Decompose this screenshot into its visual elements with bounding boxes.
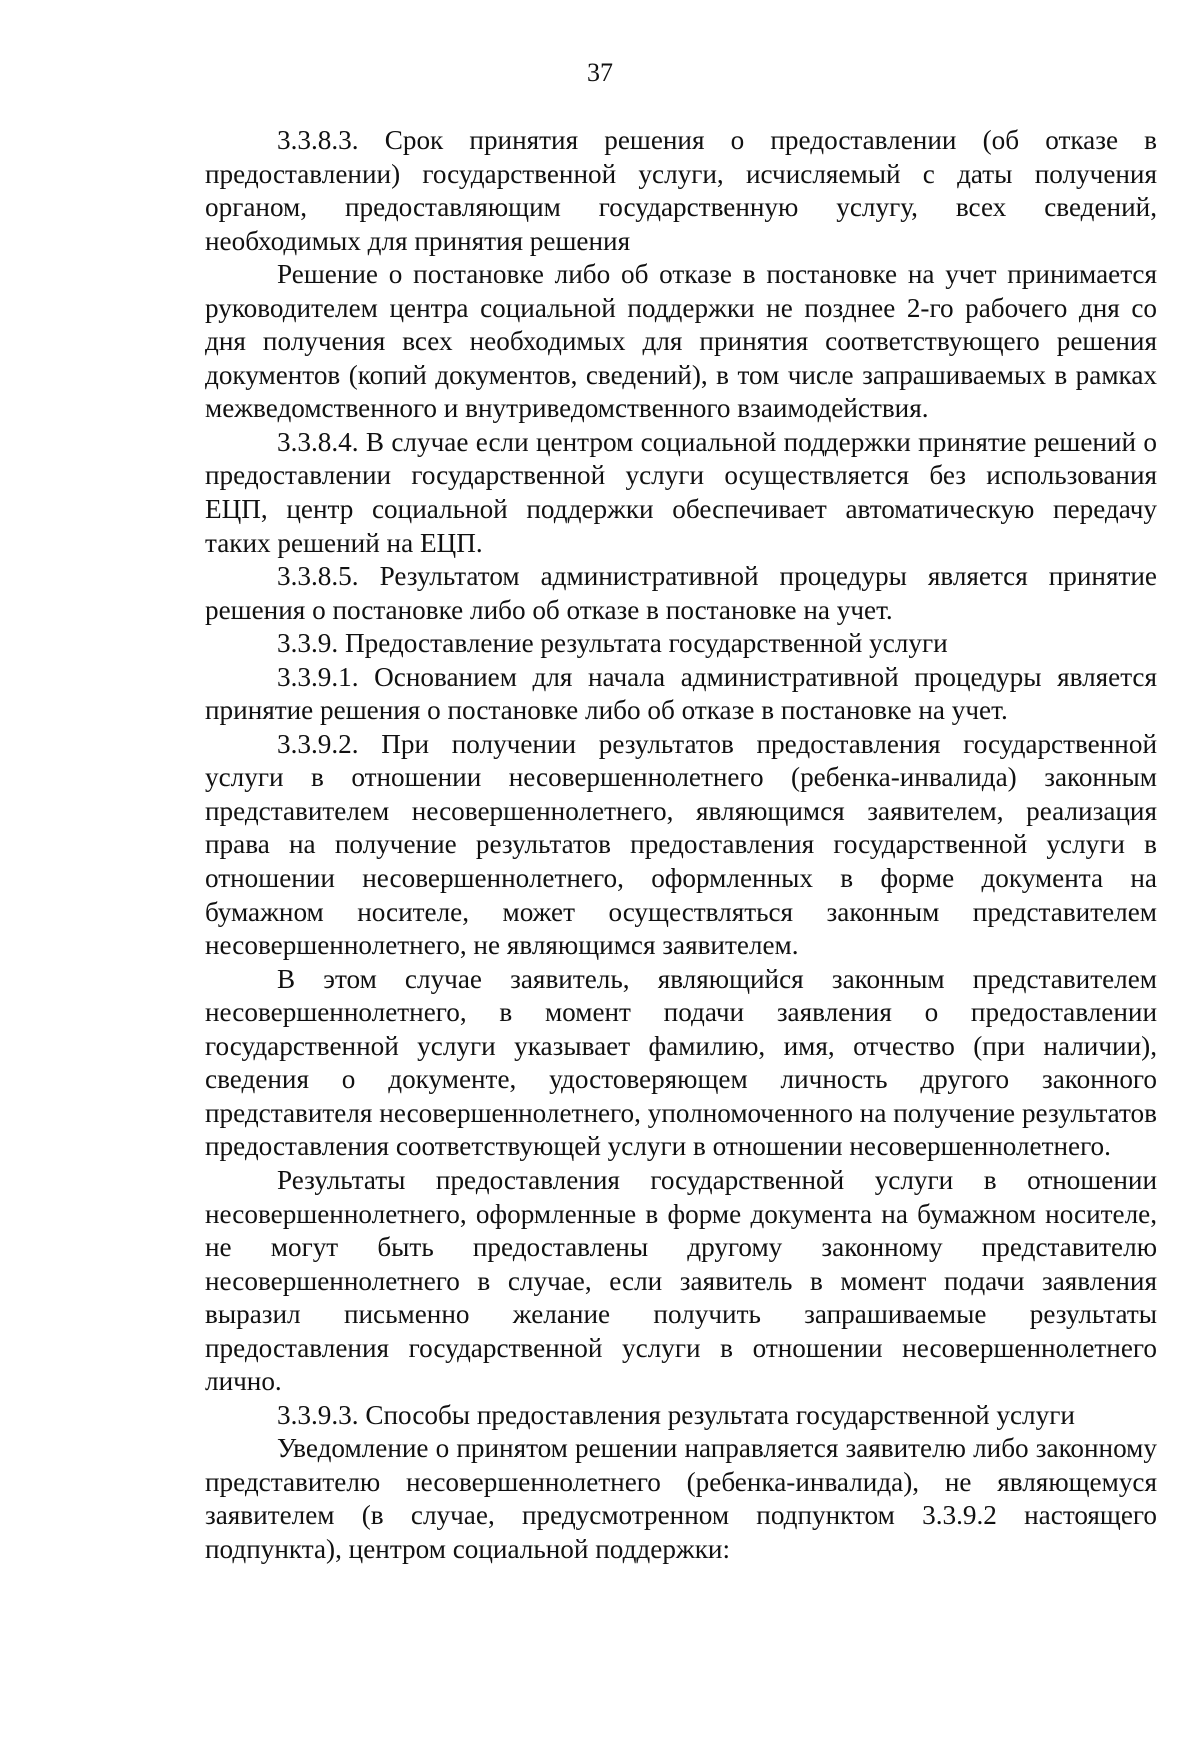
paragraph-results-restriction: Результаты предоставления государственной услуги в отношении несовершеннолетнего, оформленные в форме документа на бумажном носителе, не могут быть предоставлены другому законному представителю несовершеннолетнего в случае, если заявитель в момент подачи заявления выразил письменно желание получить запрашиваемые результаты предоставления государственной услуги в отношении несовершеннолетнего лично.	[205, 1164, 1157, 1397]
heading-3-3-9: 3.3.9. Предоставление результата государственной услуги	[277, 628, 948, 659]
paragraph-3-3-8-5: 3.3.8.5. Результатом административной процедуры является принятие решения о постановке либо об отказе в постановке на учет.	[205, 561, 1157, 625]
paragraph-notification: Уведомление о принятом решении направляется заявителю либо законному представителю несовершеннолетнего (ребенка-инвалида), не являющемуся заявителем (в случае, предусмотренном подпунктом 3.3.9.2 настоящего подпункта), центром социальной поддержки:	[205, 1433, 1157, 1564]
paragraph-decision-deadline: Решение о постановке либо об отказе в постановке на учет принимается руководителем центра социальной поддержки не позднее 2-го рабочего дня со дня получения всех необходимых для принятия соответствующего решения документов (копий документов, сведений), в том числе запрашиваемых в рамках межведомственного и внутриведомственного взаимодействия.	[205, 259, 1157, 424]
document-body	[205, 124, 1157, 1567]
page-number: 37	[587, 58, 613, 87]
paragraph-3-3-9-2: 3.3.9.2. При получении результатов предоставления государственной услуги в отношении несовершеннолетнего (ребенка-инвалида) законным представителем несовершеннолетнего, являющимся заявителем, реализация права на получение результатов предоставления государственной услуги в отношении несовершеннолетнего, оформленных в форме документа на бумажном носителе, может осуществляться законным представителем несовершеннолетнего, не являющимся заявителем.	[205, 728, 1157, 961]
paragraph-applicant-case: В этом случае заявитель, являющийся законным представителем несовершеннолетнего, в момент подачи заявления о предоставлении государственной услуги указывает фамилию, имя, отчество (при наличии), сведения о документе, удостоверяющем личность другого законного представителя несовершеннолетнего, уполномоченного на получение результатов предоставления соответствующей услуги в отношении несовершеннолетнего.	[205, 963, 1157, 1162]
paragraph-3-3-8-4: 3.3.8.4. В случае если центром социальной поддержки принятие решений о предоставлении государственной услуги осуществляется без использования ЕЦП, центр социальной поддержки обеспечивает автоматическую передачу таких решений на ЕЦП.	[205, 426, 1157, 558]
paragraph-3-3-9-1: 3.3.9.1. Основанием для начала административной процедуры является принятие решения о постановке либо об отказе в постановке на учет.	[205, 661, 1157, 726]
heading-3-3-9-3: 3.3.9.3. Способы предоставления результата государственной услуги	[277, 1399, 1075, 1430]
paragraph-3-3-8-3: 3.3.8.3. Срок принятия решения о предоставлении (об отказе в предоставлении) государственной услуги, исчисляемый с даты получения органом, предоставляющим государственную услугу, всех сведений, необходимых для принятия решения	[205, 125, 1157, 256]
